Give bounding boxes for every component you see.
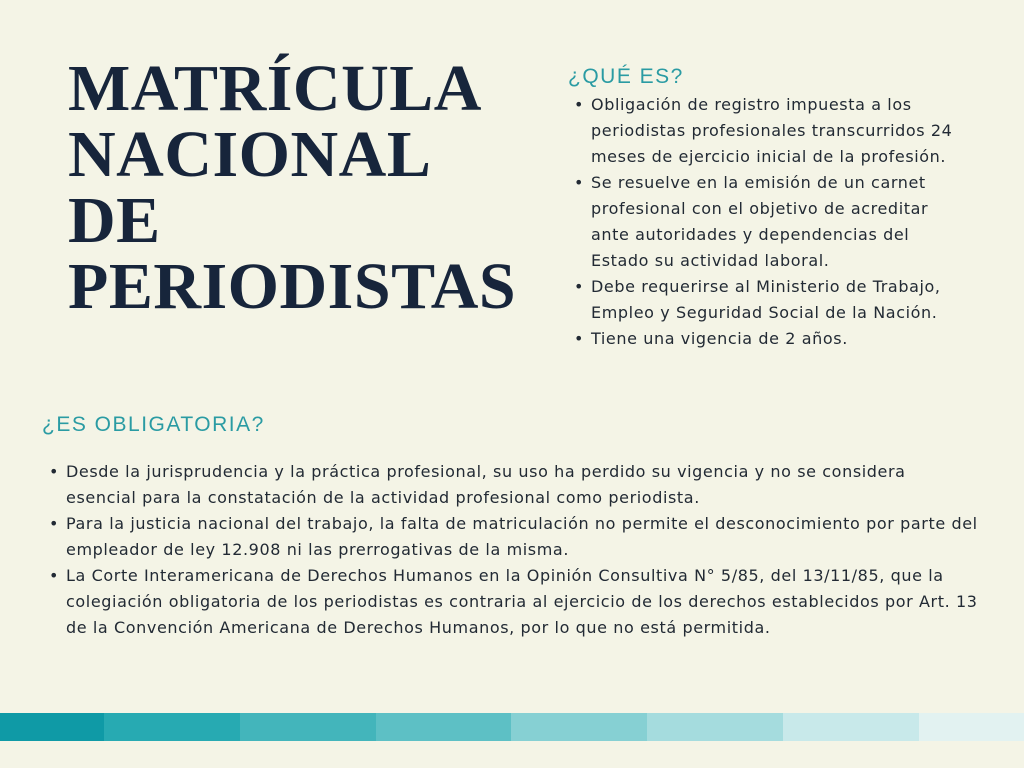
color-bar-segment	[240, 713, 376, 741]
es-obligatoria-heading: ¿ES OBLIGATORIA?	[42, 413, 265, 436]
title-line-3: DE	[68, 184, 161, 257]
color-bar-segment	[919, 713, 1024, 741]
title-line-1: MATRÍCULA	[68, 52, 482, 125]
color-bar-segment	[0, 713, 104, 741]
list-item	[569, 92, 964, 170]
title-line-2: NACIONAL	[68, 118, 432, 191]
list-item-text: Para la justicia nacional del trabajo, la falta de matriculación no permite el desconocimiento por parte del empleador de ley 12.908 ni las prerrogativas de la misma.	[66, 514, 978, 559]
color-bar-segment	[376, 713, 511, 741]
bullet-icon: •	[574, 329, 585, 348]
list-item	[569, 274, 964, 326]
que-es-heading: ¿QUÉ ES?	[568, 65, 684, 88]
que-es-list	[569, 92, 964, 352]
list-item-text: Desde la jurisprudencia y la práctica profesional, su uso ha perdido su vigencia y no se considera esencial para la constatación de la actividad profesional como periodista.	[66, 462, 906, 507]
list-item	[569, 170, 964, 274]
color-bar-segment	[104, 713, 240, 741]
es-obligatoria-list	[44, 459, 979, 641]
color-bar-segment	[511, 713, 647, 741]
list-item-text: Obligación de registro impuesta a los periodistas profesionales transcurridos 24 meses de ejercicio inicial de la profesión.	[591, 95, 953, 166]
color-bar-segment	[647, 713, 783, 741]
bullet-icon: •	[49, 514, 60, 533]
bullet-icon: •	[49, 566, 60, 585]
bullet-icon: •	[574, 173, 585, 192]
color-bar-segment	[783, 713, 919, 741]
decorative-color-bar	[0, 713, 1024, 741]
bullet-icon: •	[49, 462, 60, 481]
list-item	[44, 511, 979, 563]
list-item-text: Tiene una vigencia de 2 años.	[591, 329, 848, 348]
list-item	[44, 563, 979, 641]
title-line-4: PERIODISTAS	[68, 250, 517, 323]
list-item	[569, 326, 964, 352]
list-item-text: La Corte Interamericana de Derechos Humanos en la Opinión Consultiva N° 5/85, del 13/11/85, que la colegiación obligatoria de los periodistas es contraria al ejercicio de los derechos establecidos por Art. 13 de la Convención Americana de Derechos Humanos, por lo que no está permitida.	[66, 566, 978, 637]
bullet-icon: •	[574, 277, 585, 296]
list-item-text: Debe requerirse al Ministerio de Trabajo, Empleo y Seguridad Social de la Nación.	[591, 277, 941, 322]
list-item	[44, 459, 979, 511]
page-title	[68, 52, 528, 323]
list-item-text: Se resuelve en la emisión de un carnet profesional con el objetivo de acreditar ante autoridades y dependencias del Estado su actividad laboral.	[591, 173, 929, 270]
bullet-icon: •	[574, 95, 585, 114]
